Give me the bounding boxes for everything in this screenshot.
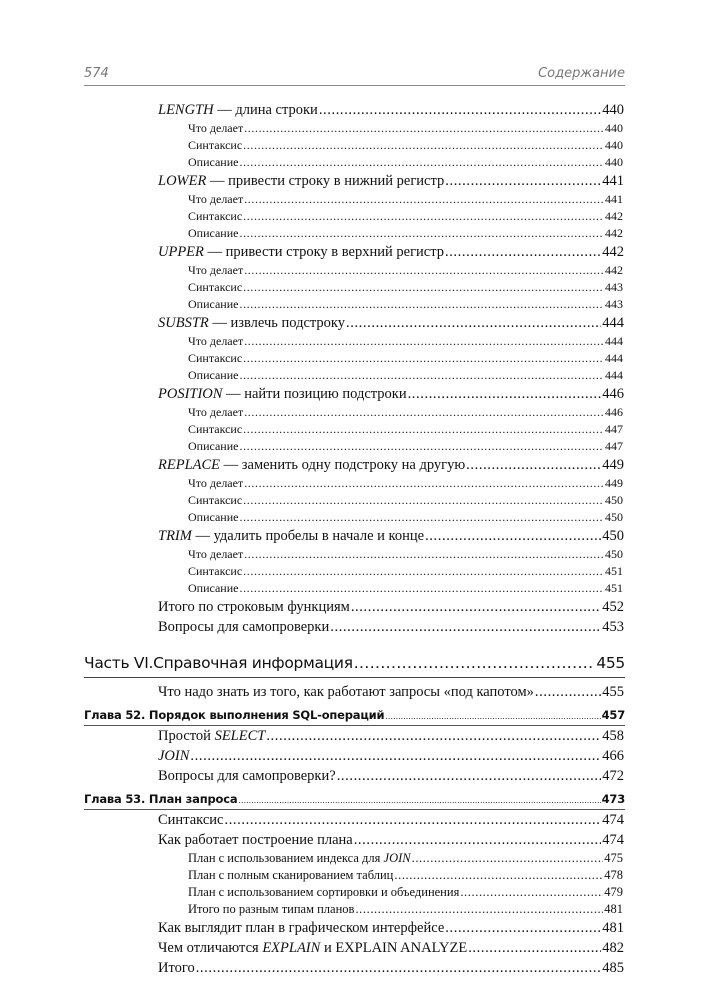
leader-dots <box>385 707 600 726</box>
running-title: Содержание <box>538 66 625 81</box>
leader-dots <box>239 367 604 384</box>
leader-dots <box>190 746 601 766</box>
entry-title-pre: Чем отличаются <box>158 940 263 956</box>
entry-title-post: — привести строку в нижний регистр <box>206 173 445 189</box>
entry-page: 455 <box>602 684 624 700</box>
entry-title <box>158 918 444 938</box>
toc-group-string-functions <box>0 100 720 637</box>
leader-dots <box>351 597 601 617</box>
entry-title-pre: Что делает <box>188 405 244 419</box>
entry-title-post: — извлечь подстроку <box>208 315 345 331</box>
entry-title <box>188 563 242 580</box>
entry-title-pre: Синтаксис <box>188 280 243 294</box>
leader-dots <box>394 867 603 884</box>
entry-title-pre: Вопросы для самопроверки? <box>158 768 336 784</box>
toc-entry[interactable] <box>158 958 624 978</box>
entry-title <box>158 726 265 746</box>
entry-title-pre: Итого <box>158 960 195 976</box>
leader-dots <box>460 884 603 901</box>
toc-entry[interactable] <box>188 492 623 509</box>
entry-page: 442 <box>602 244 624 260</box>
entry-title-pre: Описание <box>188 226 239 240</box>
toc-entry[interactable] <box>158 100 624 120</box>
entry-page: 450 <box>602 528 624 544</box>
toc-entry[interactable] <box>188 154 623 171</box>
entry-title <box>188 279 242 296</box>
entry-page: 442 <box>605 226 623 240</box>
entry-title-pre: Что делает <box>188 121 244 135</box>
entry-title-pre: Что надо знать из того, как работают запросы «под капотом» <box>158 684 534 700</box>
toc-entry[interactable] <box>188 901 623 918</box>
toc-entry[interactable] <box>158 746 624 766</box>
toc-entry[interactable] <box>188 120 623 137</box>
leader-dots <box>243 492 604 509</box>
entry-page: 444 <box>602 315 624 331</box>
toc-entry[interactable] <box>188 208 623 225</box>
leader-dots <box>445 171 601 191</box>
leader-dots <box>239 296 604 313</box>
leader-dots <box>535 682 601 702</box>
entry-title-pre: Описание <box>188 510 239 524</box>
leader-dots <box>468 938 601 958</box>
toc-group-chapter53 <box>0 810 720 978</box>
leader-dots <box>244 404 604 421</box>
entry-page: 447 <box>605 439 623 453</box>
toc-entry[interactable] <box>158 455 624 475</box>
entry-title-pre: Что делает <box>188 476 244 490</box>
entry-title <box>158 313 345 333</box>
leader-dots <box>243 137 604 154</box>
toc-part-heading[interactable] <box>84 649 625 677</box>
entry-title-pre: Синтаксис <box>188 564 243 578</box>
toc-entry[interactable] <box>158 810 624 830</box>
entry-title-pre: Как работает построение плана <box>158 832 353 848</box>
entry-title <box>188 120 243 137</box>
entry-title <box>158 242 444 262</box>
entry-title-pre: Описание <box>188 368 239 382</box>
leader-dots <box>244 546 604 563</box>
entry-title-pre: Вопросы для самопроверки <box>158 619 330 635</box>
toc-entry[interactable] <box>188 225 623 242</box>
page-number: 574 <box>84 66 109 81</box>
entry-title <box>158 682 534 702</box>
entry-title <box>158 384 407 404</box>
toc-entry[interactable] <box>158 918 624 938</box>
part-rule <box>84 677 625 678</box>
toc-entry[interactable] <box>188 580 623 597</box>
toc-entry[interactable] <box>188 333 623 350</box>
entry-page: 452 <box>602 599 624 615</box>
toc-entry[interactable] <box>188 262 623 279</box>
entry-title <box>158 810 223 830</box>
entry-page: 442 <box>605 263 623 277</box>
toc-entry[interactable] <box>158 766 624 786</box>
entry-page: 440 <box>605 138 623 152</box>
leader-dots <box>244 120 604 137</box>
entry-page: 472 <box>602 768 624 784</box>
entry-title-it: TRIM <box>158 528 192 544</box>
toc-entry[interactable] <box>188 367 623 384</box>
entry-title-pre: Что делает <box>188 263 244 277</box>
entry-title <box>188 262 243 279</box>
entry-title-pre: Синтаксис <box>188 138 243 152</box>
toc-chapter-heading[interactable] <box>84 790 625 809</box>
toc-entry[interactable] <box>188 546 623 563</box>
entry-title-it: LOWER <box>158 173 207 189</box>
toc-entry[interactable] <box>188 350 623 367</box>
entry-title-it: JOIN <box>158 748 190 764</box>
entry-title <box>188 438 238 455</box>
toc-group-part6 <box>0 682 720 702</box>
entry-page: 481 <box>602 920 624 936</box>
leader-dots <box>239 225 604 242</box>
entry-title <box>188 884 459 901</box>
entry-title-pre: Синтаксис <box>188 209 243 223</box>
entry-title <box>188 492 242 509</box>
entry-page: 444 <box>605 351 623 365</box>
toc-entry[interactable] <box>188 475 623 492</box>
leader-dots <box>243 279 604 296</box>
leader-dots <box>239 580 604 597</box>
toc-entry[interactable] <box>188 884 623 901</box>
entry-title <box>188 296 238 313</box>
leader-dots <box>239 154 604 171</box>
entry-page: 474 <box>602 832 624 848</box>
leader-dots <box>239 509 604 526</box>
leader-dots <box>346 313 601 333</box>
entry-page: 450 <box>605 547 623 561</box>
entry-title-post: — длина строки <box>213 102 318 118</box>
entry-page: 440 <box>602 102 624 118</box>
entry-title <box>188 225 238 242</box>
entry-title <box>158 938 467 958</box>
entry-title <box>158 958 195 978</box>
entry-page: 474 <box>602 812 624 828</box>
entry-title-it: POSITION <box>158 386 223 402</box>
entry-page: 443 <box>605 297 623 311</box>
leader-dots <box>319 100 601 120</box>
leader-dots <box>238 791 600 810</box>
entry-title-pre: Что делает <box>188 334 244 348</box>
entry-page: 441 <box>602 173 624 189</box>
leader-dots <box>243 563 604 580</box>
entry-title <box>188 580 238 597</box>
entry-title-pre: Синтаксис <box>188 493 243 507</box>
entry-title <box>188 509 238 526</box>
entry-title-it: SELECT <box>214 728 266 744</box>
toc-entry[interactable] <box>158 617 624 637</box>
entry-title-it: SUBSTR <box>158 315 209 331</box>
toc-entry[interactable] <box>158 242 624 262</box>
entry-title <box>188 333 243 350</box>
toc-entry[interactable] <box>188 404 623 421</box>
leader-dots <box>224 810 601 830</box>
entry-title <box>188 191 243 208</box>
entry-title-pre: Описание <box>188 297 239 311</box>
entry-page: 479 <box>604 885 623 899</box>
entry-title-pre: Что делает <box>188 547 244 561</box>
entry-page: 440 <box>605 121 623 135</box>
entry-title <box>158 766 336 786</box>
toc-entry[interactable] <box>158 526 624 546</box>
leader-dots <box>266 726 601 746</box>
entry-page: 451 <box>605 564 623 578</box>
leader-dots <box>244 191 604 208</box>
toc-entry[interactable] <box>188 137 623 154</box>
entry-title <box>188 350 242 367</box>
entry-title-it: EXPLAIN <box>262 940 321 956</box>
entry-title-pre: Простой <box>158 728 215 744</box>
entry-title-pre: Описание <box>188 581 239 595</box>
entry-title-pre: Синтаксис <box>188 351 243 365</box>
entry-title <box>188 154 238 171</box>
header-rule <box>84 85 625 86</box>
entry-title-pre: Как выглядит план в графическом интерфейсе <box>158 920 445 936</box>
leader-dots <box>196 958 602 978</box>
leader-dots <box>408 384 602 404</box>
entry-page: 446 <box>602 386 624 402</box>
leader-dots <box>244 475 604 492</box>
entry-page: 485 <box>602 960 624 976</box>
entry-page: 466 <box>602 748 624 764</box>
toc-group-chapter52 <box>0 726 720 786</box>
entry-title-pre: Итого по строковым функциям <box>158 599 350 615</box>
entry-page: 478 <box>604 868 623 882</box>
entry-title <box>158 455 465 475</box>
entry-page: 449 <box>605 476 623 490</box>
toc-entry[interactable] <box>188 279 623 296</box>
entry-title-post: — найти позицию подстроки <box>222 386 407 402</box>
entry-page: 449 <box>602 457 624 473</box>
entry-title <box>188 850 411 867</box>
entry-title <box>188 867 393 884</box>
entry-title-post: — удалить пробелы в начале и конце <box>191 528 425 544</box>
toc-entry[interactable] <box>188 296 623 313</box>
entry-title-pre: План с использованием индекса для <box>188 851 384 865</box>
entry-title <box>188 208 242 225</box>
entry-title-post: и EXPLAIN ANALYZE <box>320 940 468 956</box>
chapter-title: Глава 52. Порядок выполнения SQL-операций <box>84 708 385 722</box>
entry-page: 446 <box>605 405 623 419</box>
toc-entry[interactable] <box>158 171 624 191</box>
toc-entry[interactable] <box>158 384 624 404</box>
toc-entry[interactable] <box>158 313 624 333</box>
entry-title <box>158 830 353 850</box>
entry-title-pre: План с использованием сортировки и объединения <box>188 885 460 899</box>
toc-entry[interactable] <box>188 191 623 208</box>
toc-entry[interactable] <box>188 867 623 884</box>
entry-title <box>158 100 318 120</box>
part-page: 455 <box>596 654 625 672</box>
entry-page: 443 <box>605 280 623 294</box>
entry-title <box>188 367 238 384</box>
entry-title <box>188 404 243 421</box>
entry-page: 481 <box>604 902 623 916</box>
entry-page: 451 <box>605 581 623 595</box>
leader-dots <box>355 901 603 918</box>
entry-title-post: — заменить одну подстроку на другую <box>220 457 466 473</box>
toc-entry[interactable] <box>158 726 624 746</box>
toc-entry[interactable] <box>188 509 623 526</box>
entry-title <box>158 171 444 191</box>
entry-title-pre: Итого по разным типам планов <box>188 902 355 916</box>
entry-title <box>158 746 189 766</box>
chapter-page: 473 <box>601 792 625 806</box>
entry-title-pre: Что делает <box>188 192 244 206</box>
entry-title-post: — привести строку в верхний регистр <box>203 244 444 260</box>
entry-title <box>188 421 242 438</box>
entry-title <box>188 475 243 492</box>
chapter-page: 457 <box>601 708 625 722</box>
entry-page: 450 <box>605 493 623 507</box>
toc-chapter-heading[interactable] <box>84 706 625 725</box>
leader-dots <box>445 242 601 262</box>
toc-entry[interactable] <box>188 850 623 867</box>
entry-title <box>188 137 242 154</box>
leader-dots <box>330 617 601 637</box>
leader-dots <box>425 526 601 546</box>
entry-title <box>188 901 354 918</box>
entry-title <box>158 617 329 637</box>
running-head <box>84 66 625 84</box>
entry-title <box>158 526 424 546</box>
toc-entry[interactable] <box>158 682 624 702</box>
entry-title-it: JOIN <box>383 851 411 865</box>
entry-page: 440 <box>605 155 623 169</box>
leader-dots <box>412 850 604 867</box>
entry-title-pre: Описание <box>188 155 239 169</box>
entry-page: 458 <box>602 728 624 744</box>
leader-dots <box>337 766 602 786</box>
entry-page: 475 <box>604 851 623 865</box>
entry-page: 453 <box>602 619 624 635</box>
leader-dots <box>244 333 604 350</box>
part-title: Часть VI.Справочная информация <box>84 654 353 672</box>
entry-page: 447 <box>605 422 623 436</box>
entry-title-pre: Синтаксис <box>188 422 243 436</box>
chapter-title: Глава 53. План запроса <box>84 792 238 806</box>
toc-entry[interactable] <box>188 438 623 455</box>
entry-title-pre: Описание <box>188 439 239 453</box>
toc-entry[interactable] <box>158 830 624 850</box>
entry-title <box>188 546 243 563</box>
entry-page: 482 <box>602 940 624 956</box>
leader-dots <box>244 262 604 279</box>
entry-page: 444 <box>605 334 623 348</box>
leader-dots <box>445 918 601 938</box>
leader-dots <box>239 438 604 455</box>
entry-title-it: UPPER <box>158 244 204 260</box>
toc-entry[interactable] <box>188 421 623 438</box>
toc-entry[interactable] <box>158 938 624 958</box>
toc-entry[interactable] <box>158 597 624 617</box>
entry-page: 441 <box>605 192 623 206</box>
entry-page: 444 <box>605 368 623 382</box>
leader-dots <box>354 830 602 850</box>
entry-page: 442 <box>605 209 623 223</box>
leader-dots <box>243 421 604 438</box>
leader-dots <box>354 649 596 677</box>
leader-dots <box>243 350 604 367</box>
entry-title-it: REPLACE <box>158 457 221 473</box>
toc-entry[interactable] <box>188 563 623 580</box>
leader-dots <box>243 208 604 225</box>
leader-dots <box>466 455 601 475</box>
table-of-contents <box>0 100 720 978</box>
entry-title-pre: Синтаксис <box>158 812 224 828</box>
entry-title-it: LENGTH <box>158 102 214 118</box>
entry-title <box>158 597 350 617</box>
entry-title-pre: План с полным сканированием таблиц <box>188 868 394 882</box>
entry-page: 450 <box>605 510 623 524</box>
